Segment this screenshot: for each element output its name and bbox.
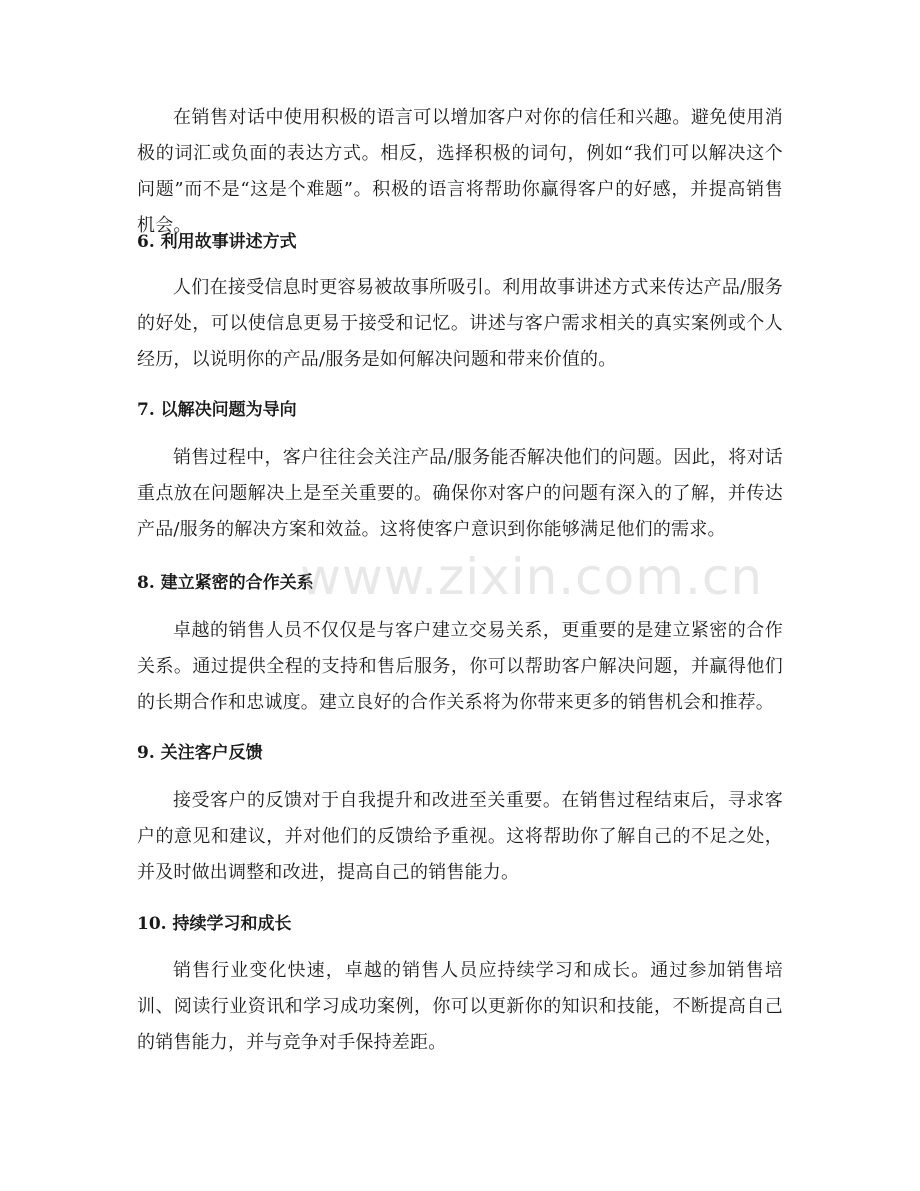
heading-continuous-learning: 10. 持续学习和成长 — [137, 914, 292, 934]
paragraph-storytelling: 人们在接受信息时更容易被故事所吸引。利用故事讲述方式来传达产品/服务的好处，可以使信息更易于接受和记忆。讲述与客户需求相关的真实案例或个人经历，以说明你的产品/服务是如何解决问题和带来价值的。 — [137, 277, 783, 370]
paragraph-positive-language: 在销售对话中使用积极的语言可以增加客户对你的信任和兴趣。避免使用消极的词汇或负面的表达方式。相反，选择积极的词句，例如“我们可以解决这个问题”而不是“这是个难题”。积极的语言将帮助你赢得客户的好感，并提高销售机会。 — [137, 107, 783, 236]
heading-problem-solving: 7. 以解决问题为导向 — [137, 400, 297, 420]
paragraph-problem-solving: 销售过程中，客户往往会关注产品/服务能否解决他们的问题。因此，将对话重点放在问题解决上是至关重要的。确保你对客户的问题有深入的了解，并传达产品/服务的解决方案和效益。这将使客户意识到你能够满足他们的需求。 — [137, 447, 783, 540]
heading-partnership: 8. 建立紧密的合作关系 — [137, 573, 314, 593]
heading-storytelling: 6. 利用故事讲述方式 — [137, 232, 297, 252]
paragraph-continuous-learning: 销售行业变化快速，卓越的销售人员应持续学习和成长。通过参加销售培训、阅读行业资讯和学习成功案例，你可以更新你的知识和技能，不断提高自己的销售能力，并与竞争对手保持差距。 — [137, 960, 783, 1053]
heading-customer-feedback: 9. 关注客户反馈 — [137, 743, 263, 763]
paragraph-customer-feedback: 接受客户的反馈对于自我提升和改进至关重要。在销售过程结束后，寻求客户的意见和建议，并对他们的反馈给予重视。这将帮助你了解自己的不足之处，并及时做出调整和改进，提高自己的销售能力。 — [137, 790, 783, 883]
watermark-text: www.zixin.com.cn — [300, 548, 764, 606]
paragraph-partnership: 卓越的销售人员不仅仅是与客户建立交易关系，更重要的是建立紧密的合作关系。通过提供全程的支持和售后服务，你可以帮助客户解决问题，并赢得他们的长期合作和忠诚度。建立良好的合作关系将为你带来更多的销售机会和推荐。 — [137, 620, 783, 713]
